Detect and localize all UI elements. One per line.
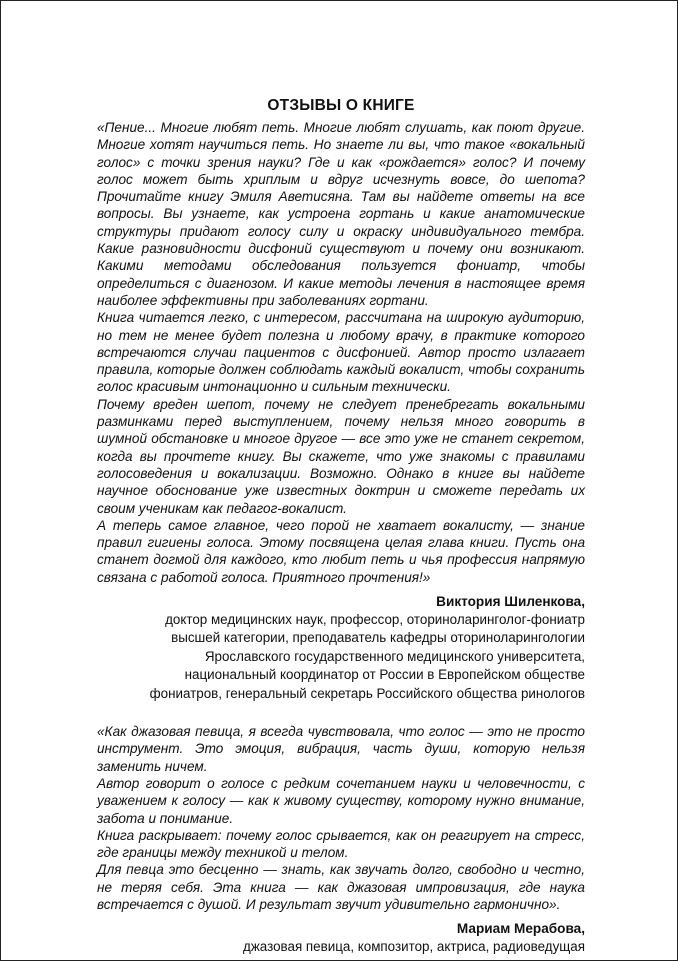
review-1-credential-line: высшей категории, преподаватель кафедры оториноларингологии [171, 630, 585, 646]
review-1-paragraph-2: Книга читается легко, с интересом, рассчитана на широкую аудиторию, но тем не менее будет полезна и любому врачу, в практике которого встречаются случаи пациентов с дисфонией. Автор просто излагает правила, которые должен соблюдать каждый вокалист, чтобы сохранить голос красивым интонационно и сильным технически. [97, 310, 585, 395]
review-2-paragraph-3: Книга раскрывает: почему голос срывается, как он реагирует на стресс, где границы между техникой и телом. [97, 827, 585, 861]
review-2-paragraph-2: Автор говорит о голосе с редким сочетанием науки и человечности, с уважением к голосу — как к живому существу, которому нужно внимание, забота и понимание. [97, 775, 585, 826]
review-1-credential-line: национальный координатор от России в Европейском обществе [184, 667, 585, 683]
review-1-paragraph-3: Почему вреден шепот, почему не следует пренебрегать вокальными разминками перед выступлением, почему нельзя много говорить в шумной обстановке и многое другое — все это уже не станет секретом, когда вы прочтете книгу. Вы скажете, что уже знакомы с правилами голосоведения и вокализации. Возможно. Однако в книге вы найдете научное обоснование уже известных доктрин и сможете передать их своим ученикам как педагог-вокалист. [97, 396, 585, 516]
review-2-author: Мариам Мерабова, [456, 921, 585, 937]
review-1-paragraph-4: А теперь самое главное, чего порой не хватает вокалисту, — знание правил гигиены голоса. Этому посвящена целая глава книги. Пусть она станет догмой для каждого, кто любит петь и чья профессия напрямую связана с работой голоса. Приятного прочтения!» [97, 517, 585, 585]
review-1-credential-line: доктор медицинских наук, профессор, оториноларинголог-фониатр [165, 612, 585, 628]
review-2 [97, 723, 585, 957]
review-2-credential-line: джазовая певица, композитор, актриса, радиоведущая [243, 939, 585, 955]
review-1 [97, 119, 585, 703]
review-1-credential-line: фониатров, генеральный секретарь Российского общества ринологов [149, 685, 585, 701]
review-2-paragraph-1: «Как джазовая певица, я всегда чувствовала, что голос — это не просто инструмент. Это эмоция, вибрация, часть души, которую нельзя заменить ничем. [97, 724, 585, 774]
review-2-paragraph-4: Для певца это бесценно — знать, как звучать долго, свободно и честно, не теряя себя. Эта книга — как джазовая импровизация, где наука встречается с душой. И результат звучит удивительно гармонично». [97, 862, 585, 913]
review-1-paragraph-1: «Пение... Многие любят петь. Многие любят слушать, как поют другие. Многие хотят научиться петь. Но знаете ли вы, что такое «вокальный голос» с точки зрения науки? Где и как «рождается» голос? И почему голос может быть хриплым и вдруг исчезнуть вовсе, до шепота? Прочитайте книгу Эмиля Аветисяна. Там вы найдете ответы на все вопросы. Вы узнаете, как устроена гортань и какие анатомические структуры придают голосу силу и окраску индивидуального тембра. Какие разновидности дисфоний существуют и почему они возникают. Какими методами обследования пользуется фониатр, чтобы определиться с диагнозом. И какие методы лечения в настоящее время наиболее эффективны при заболеваниях гортани. [97, 120, 585, 308]
review-1-credential-line: Ярославского государственного медицинского университета, [204, 648, 585, 664]
page-title: ОТЗЫВЫ О КНИГЕ [267, 97, 415, 114]
section-spacer [97, 703, 585, 723]
page-content [97, 97, 585, 957]
review-1-author: Виктория Шиленкова, [436, 594, 585, 610]
